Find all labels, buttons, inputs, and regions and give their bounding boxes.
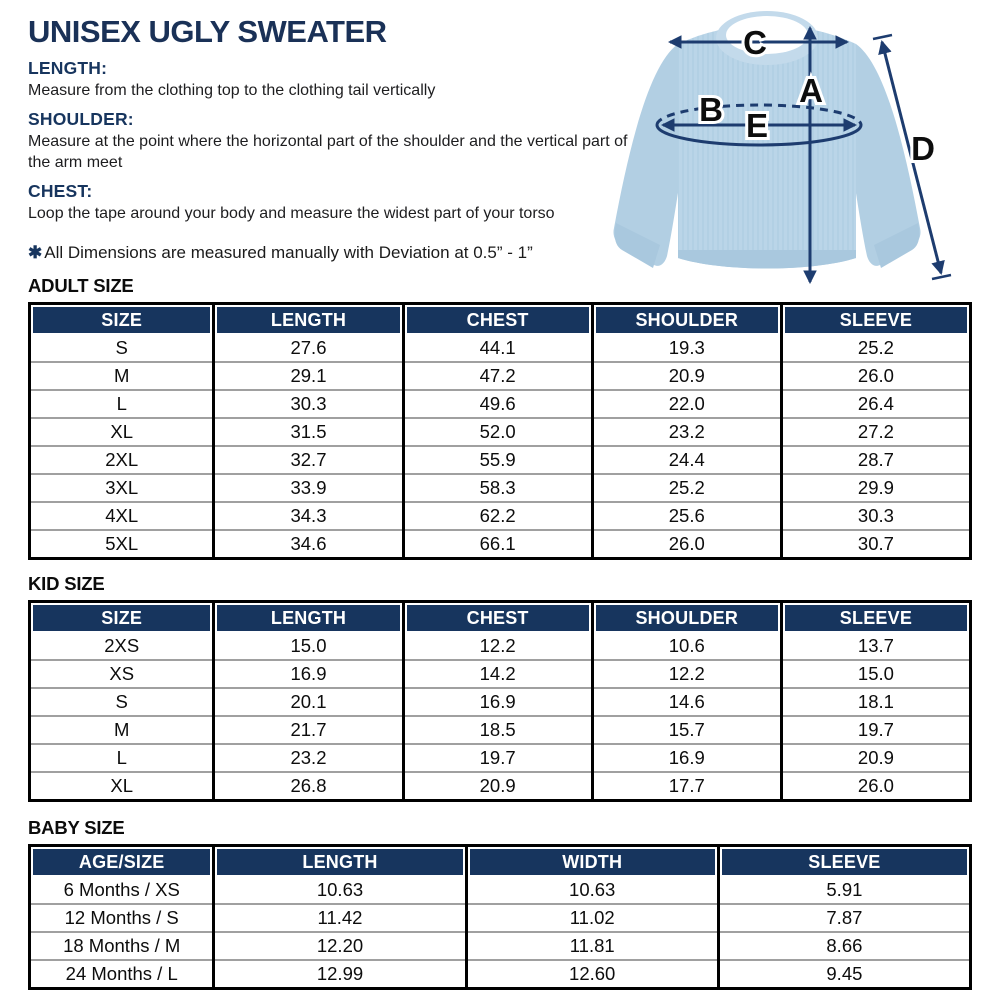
table-cell: 2XL [30, 446, 214, 474]
column-header: SHOULDER [592, 304, 781, 336]
table-row [30, 904, 971, 932]
column-header: LENGTH [214, 846, 466, 878]
label-e: E [745, 107, 769, 144]
table-cell: 26.0 [781, 772, 970, 801]
table-cell: 14.2 [403, 660, 592, 688]
table-cell: 12.2 [403, 633, 592, 660]
table-cell: 44.1 [403, 335, 592, 362]
table-cell: 15.0 [781, 660, 970, 688]
table-cell: 11.02 [466, 904, 718, 932]
table-cell: 11.81 [466, 932, 718, 960]
table-row [30, 390, 971, 418]
instruction-text: Measure at the point where the horizontal part of the shoulder and the vertical part of the arm meet [28, 133, 628, 171]
table-cell: 25.2 [781, 335, 970, 362]
table-cell: 12.99 [214, 960, 466, 989]
table-cell: 10.63 [214, 877, 466, 904]
table-row [30, 877, 971, 904]
table-cell: M [30, 362, 214, 390]
table-cell: 18 Months / M [30, 932, 214, 960]
table-cell: 21.7 [214, 716, 403, 744]
table-cell: 23.2 [592, 418, 781, 446]
table-cell: 32.7 [214, 446, 403, 474]
table-cell: L [30, 744, 214, 772]
page-title: UNISEX UGLY SWEATER [28, 14, 387, 49]
table-cell: 16.9 [214, 660, 403, 688]
adult-size-heading: ADULT SIZE [28, 275, 134, 296]
column-header: CHEST [403, 602, 592, 634]
table-cell: 20.9 [403, 772, 592, 801]
label-b: B [699, 91, 723, 128]
table-cell: 16.9 [592, 744, 781, 772]
table-cell: 55.9 [403, 446, 592, 474]
table-cell: 24.4 [592, 446, 781, 474]
header-row [30, 304, 971, 336]
table-cell: 20.1 [214, 688, 403, 716]
table-cell: 19.7 [403, 744, 592, 772]
column-header: SLEEVE [781, 304, 970, 336]
table-cell: 17.7 [592, 772, 781, 801]
header-row [30, 846, 971, 878]
label-a: A [799, 72, 823, 109]
table-cell: 26.0 [781, 362, 970, 390]
sweater-measurement-diagram [592, 2, 972, 302]
column-header: SHOULDER [592, 602, 781, 634]
instruction-text: Measure from the clothing top to the clothing tail vertically [28, 82, 436, 99]
table-cell: 31.5 [214, 418, 403, 446]
column-header: SIZE [30, 602, 214, 634]
table-cell: 2XS [30, 633, 214, 660]
column-header: SIZE [30, 304, 214, 336]
table-row [30, 530, 971, 559]
kid-size-table [28, 600, 972, 802]
instruction-text: Loop the tape around your body and measure the widest part of your torso [28, 205, 555, 222]
table-cell: S [30, 335, 214, 362]
table-cell: 5XL [30, 530, 214, 559]
table-cell: 23.2 [214, 744, 403, 772]
table-row [30, 716, 971, 744]
sweater-diagram-svg [592, 2, 972, 302]
table-cell: 26.8 [214, 772, 403, 801]
label-c: C [743, 24, 767, 61]
table-row [30, 744, 971, 772]
table-cell: 66.1 [403, 530, 592, 559]
baby-size-heading: BABY SIZE [28, 817, 125, 838]
table-cell: 52.0 [403, 418, 592, 446]
column-header: SLEEVE [781, 602, 970, 634]
table-cell: 19.3 [592, 335, 781, 362]
table-cell: 27.6 [214, 335, 403, 362]
table-cell: 10.63 [466, 877, 718, 904]
table-cell: 26.0 [592, 530, 781, 559]
table-cell: 13.7 [781, 633, 970, 660]
column-header: AGE/SIZE [30, 846, 214, 878]
arrow-d-tick-bottom [932, 275, 951, 279]
table-cell: 14.6 [592, 688, 781, 716]
instruction-heading: LENGTH: [28, 58, 108, 78]
table-cell: 8.66 [718, 932, 970, 960]
table-cell: XL [30, 418, 214, 446]
table-cell: 29.9 [781, 474, 970, 502]
baby-size-table [28, 844, 972, 990]
table-row [30, 502, 971, 530]
table-cell: 7.87 [718, 904, 970, 932]
table-cell: 62.2 [403, 502, 592, 530]
table-row [30, 960, 971, 989]
table-cell: 34.3 [214, 502, 403, 530]
table-cell: 49.6 [403, 390, 592, 418]
table-cell: 28.7 [781, 446, 970, 474]
asterisk-icon: ✱ [28, 243, 43, 262]
table-cell: 29.1 [214, 362, 403, 390]
table-cell: 20.9 [781, 744, 970, 772]
table-cell: L [30, 390, 214, 418]
table-cell: 30.3 [214, 390, 403, 418]
table-cell: 5.91 [718, 877, 970, 904]
table-cell: S [30, 688, 214, 716]
adult-size-table [28, 302, 972, 560]
table-cell: 12.20 [214, 932, 466, 960]
header-row [30, 602, 971, 634]
table-cell: 24 Months / L [30, 960, 214, 989]
column-header: WIDTH [466, 846, 718, 878]
table-cell: 26.4 [781, 390, 970, 418]
table-cell: 15.7 [592, 716, 781, 744]
table-cell: 19.7 [781, 716, 970, 744]
table-row [30, 932, 971, 960]
table-cell: 15.0 [214, 633, 403, 660]
table-cell: 58.3 [403, 474, 592, 502]
table-cell: 25.6 [592, 502, 781, 530]
column-header: CHEST [403, 304, 592, 336]
table-row [30, 362, 971, 390]
table-cell: 4XL [30, 502, 214, 530]
table-cell: 3XL [30, 474, 214, 502]
table-cell: 34.6 [214, 530, 403, 559]
table-cell: 12 Months / S [30, 904, 214, 932]
table-cell: 22.0 [592, 390, 781, 418]
label-d: D [911, 130, 935, 167]
instruction-heading: SHOULDER: [28, 109, 134, 129]
column-header: LENGTH [214, 602, 403, 634]
deviation-note-text: All Dimensions are measured manually with Deviation at 0.5” - 1” [44, 243, 533, 262]
table-cell: 25.2 [592, 474, 781, 502]
column-header: LENGTH [214, 304, 403, 336]
table-cell: 12.60 [466, 960, 718, 989]
table-cell: 11.42 [214, 904, 466, 932]
table-cell: 12.2 [592, 660, 781, 688]
table-cell: 6 Months / XS [30, 877, 214, 904]
table-cell: 16.9 [403, 688, 592, 716]
table-row [30, 772, 971, 801]
table-cell: 18.1 [781, 688, 970, 716]
table-row [30, 418, 971, 446]
table-cell: XS [30, 660, 214, 688]
table-row [30, 633, 971, 660]
table-cell: 33.9 [214, 474, 403, 502]
column-header: SLEEVE [718, 846, 970, 878]
table-row [30, 474, 971, 502]
arrow-d-tick-top [873, 35, 892, 39]
table-row [30, 688, 971, 716]
table-cell: 18.5 [403, 716, 592, 744]
table-cell: 27.2 [781, 418, 970, 446]
table-cell: XL [30, 772, 214, 801]
table-row [30, 660, 971, 688]
table-cell: 10.6 [592, 633, 781, 660]
table-cell: 47.2 [403, 362, 592, 390]
table-cell: 20.9 [592, 362, 781, 390]
table-cell: 9.45 [718, 960, 970, 989]
kid-size-heading: KID SIZE [28, 573, 105, 594]
table-row [30, 446, 971, 474]
table-cell: M [30, 716, 214, 744]
table-cell: 30.7 [781, 530, 970, 559]
instruction-heading: CHEST: [28, 181, 93, 201]
table-cell: 30.3 [781, 502, 970, 530]
table-row [30, 335, 971, 362]
